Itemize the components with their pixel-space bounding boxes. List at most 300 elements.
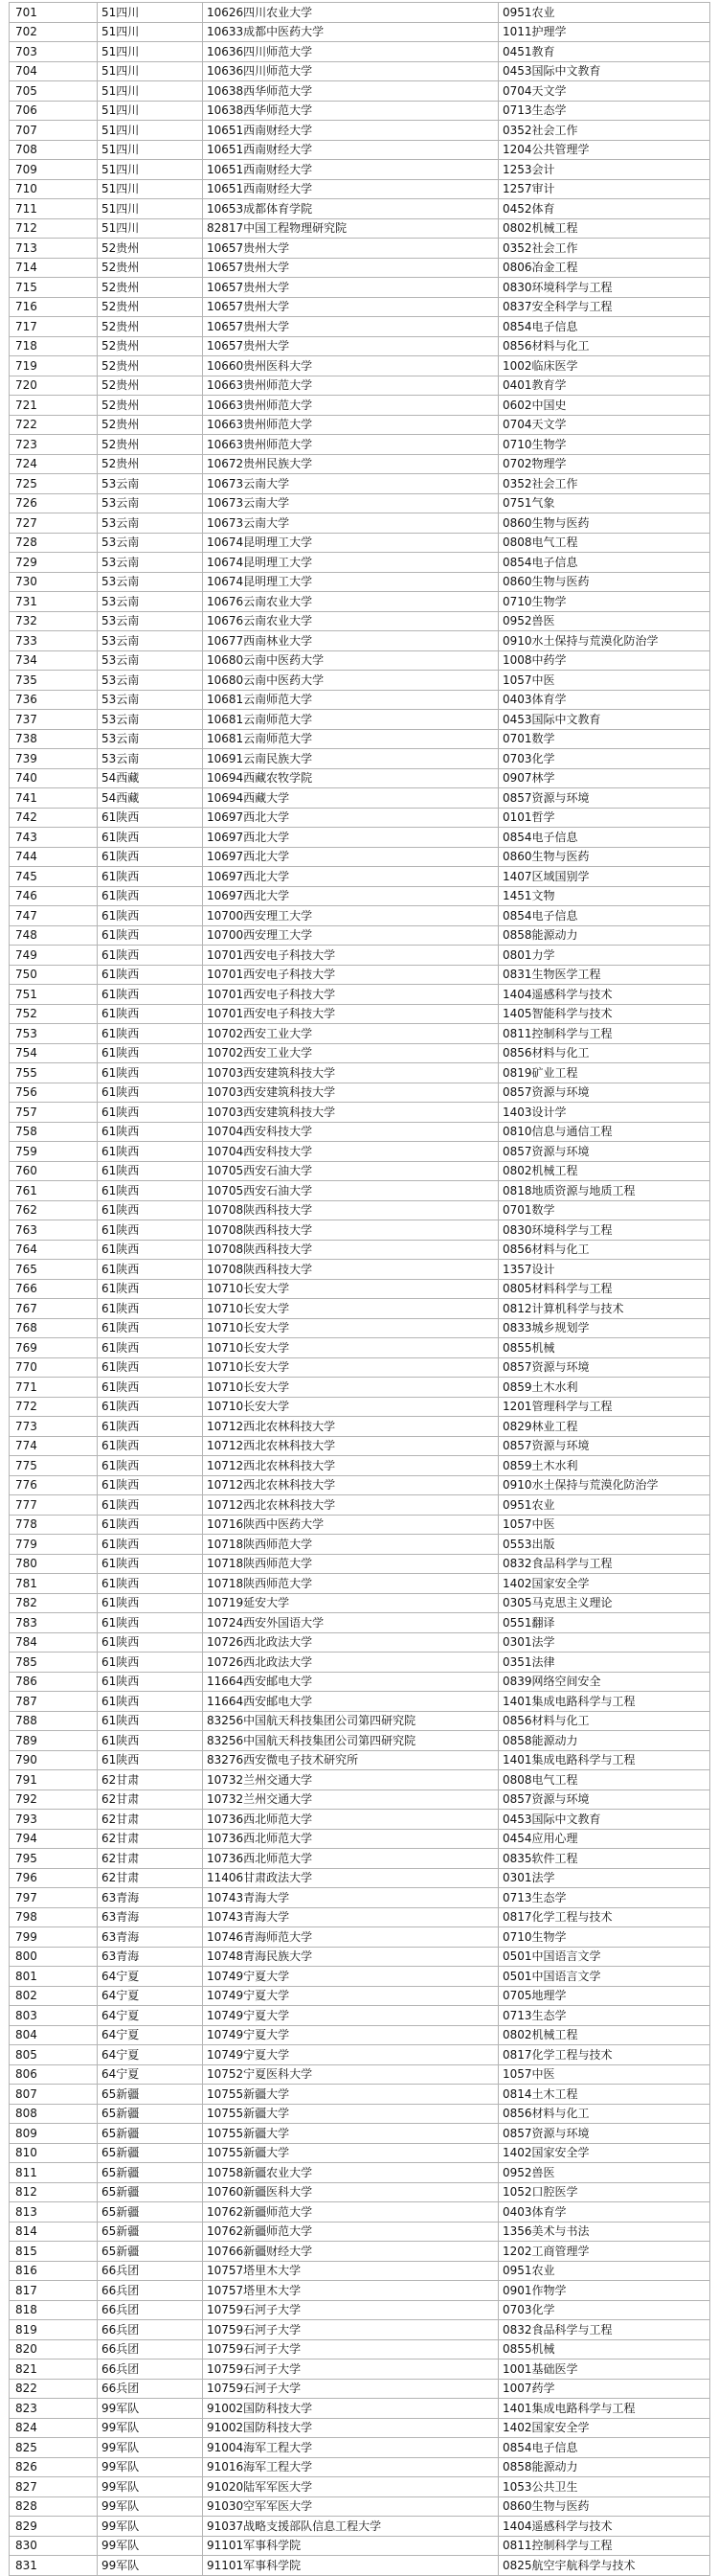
row-number-cell: 819	[10, 2320, 98, 2340]
province-cell: 99军队	[98, 2536, 203, 2556]
province-cell: 64宁夏	[98, 2025, 203, 2045]
table-row	[10, 1043, 710, 1063]
row-number-cell: 717	[10, 317, 98, 337]
discipline-cell: 0859土木水利	[499, 1378, 710, 1398]
institution-cell: 10732兰州交通大学	[203, 1770, 499, 1790]
institution-cell: 10703西安建筑科技大学	[203, 1083, 499, 1103]
discipline-cell: 0352社会工作	[499, 239, 710, 259]
province-cell: 63青海	[98, 1907, 203, 1927]
institution-cell: 83276西安微电子技术研究所	[203, 1750, 499, 1770]
province-cell: 53云南	[98, 533, 203, 553]
institution-cell: 10708陕西科技大学	[203, 1220, 499, 1241]
institution-cell: 10651西南财经大学	[203, 179, 499, 199]
discipline-cell: 0839网络空间安全	[499, 1672, 710, 1692]
province-cell: 53云南	[98, 493, 203, 513]
row-number-cell: 811	[10, 2163, 98, 2183]
discipline-cell: 0602中国史	[499, 396, 710, 416]
discipline-cell: 0825航空宇航科学与技术	[499, 2556, 710, 2576]
row-number-cell: 749	[10, 946, 98, 966]
province-cell: 61陕西	[98, 1083, 203, 1103]
discipline-cell: 1404遥感科学与技术	[499, 2517, 710, 2537]
discipline-cell: 0830环境科学与工程	[499, 1220, 710, 1241]
province-cell: 66兵团	[98, 2261, 203, 2281]
discipline-cell: 0553出版	[499, 1535, 710, 1555]
table-row	[10, 239, 710, 259]
discipline-cell: 0805材料科学与工程	[499, 1279, 710, 1299]
row-number-cell: 743	[10, 828, 98, 848]
discipline-cell: 0704天文学	[499, 81, 710, 102]
table-row	[10, 42, 710, 62]
discipline-cell: 0551翻译	[499, 1613, 710, 1633]
institution-cell: 10743青海大学	[203, 1888, 499, 1908]
province-cell: 65新疆	[98, 2182, 203, 2202]
institution-cell: 10762新疆师范大学	[203, 2202, 499, 2223]
row-number-cell: 758	[10, 1122, 98, 1142]
row-number-cell: 712	[10, 218, 98, 239]
discipline-cell: 0713生态学	[499, 2006, 710, 2026]
table-row	[10, 572, 710, 592]
province-cell: 61陕西	[98, 1436, 203, 1456]
table-row	[10, 690, 710, 710]
province-cell: 51四川	[98, 3, 203, 23]
discipline-cell: 0857资源与环境	[499, 1083, 710, 1103]
province-cell: 61陕西	[98, 1692, 203, 1712]
institution-cell: 10700西安理工大学	[203, 925, 499, 946]
table-row	[10, 22, 710, 42]
institution-cell: 10633成都中医药大学	[203, 22, 499, 42]
institution-cell: 10705西安石油大学	[203, 1161, 499, 1181]
institution-cell: 10701西安电子科技大学	[203, 965, 499, 985]
discipline-cell: 1356美术与书法	[499, 2222, 710, 2242]
discipline-cell: 0910水土保持与荒漠化防治学	[499, 631, 710, 651]
table-row	[10, 808, 710, 828]
table-row	[10, 946, 710, 966]
institution-cell: 10710长安大学	[203, 1338, 499, 1358]
province-cell: 52贵州	[98, 297, 203, 317]
discipline-cell: 1053公共卫生	[499, 2477, 710, 2497]
table-row	[10, 611, 710, 631]
discipline-cell: 1201管理科学与工程	[499, 1397, 710, 1417]
institution-cell: 11664西安邮电大学	[203, 1692, 499, 1712]
discipline-cell: 0810信息与通信工程	[499, 1122, 710, 1142]
row-number-cell: 813	[10, 2202, 98, 2223]
row-number-cell: 711	[10, 199, 98, 219]
province-cell: 61陕西	[98, 1357, 203, 1378]
table-row	[10, 218, 710, 239]
institution-cell: 10749宁夏大学	[203, 1967, 499, 1987]
province-cell: 64宁夏	[98, 1967, 203, 1987]
institution-cell: 10755新疆大学	[203, 2143, 499, 2163]
institution-cell: 10638西华师范大学	[203, 81, 499, 102]
institution-cell: 83256中国航天科技集团公司第四研究院	[203, 1731, 499, 1751]
row-number-cell: 732	[10, 611, 98, 631]
province-cell: 65新疆	[98, 2085, 203, 2105]
row-number-cell: 799	[10, 1927, 98, 1948]
institution-cell: 91101军事科学院	[203, 2556, 499, 2576]
row-number-cell: 826	[10, 2457, 98, 2477]
province-cell: 53云南	[98, 553, 203, 573]
province-cell: 62甘肃	[98, 1868, 203, 1888]
row-number-cell: 815	[10, 2242, 98, 2262]
province-cell: 61陕西	[98, 1318, 203, 1338]
row-number-cell: 723	[10, 435, 98, 455]
province-cell: 65新疆	[98, 2143, 203, 2163]
discipline-cell: 1402国家安全学	[499, 2143, 710, 2163]
row-number-cell: 783	[10, 1613, 98, 1633]
table-row	[10, 847, 710, 867]
row-number-cell: 831	[10, 2556, 98, 2576]
discipline-cell: 1011护理学	[499, 22, 710, 42]
row-number-cell: 803	[10, 2006, 98, 2026]
institution-cell: 10636四川师范大学	[203, 42, 499, 62]
row-number-cell: 779	[10, 1535, 98, 1555]
province-cell: 64宁夏	[98, 1986, 203, 2006]
table-row	[10, 1731, 710, 1751]
table-row	[10, 1279, 710, 1299]
table-row	[10, 435, 710, 455]
province-cell: 52贵州	[98, 278, 203, 298]
institution-cell: 10760新疆医科大学	[203, 2182, 499, 2202]
discipline-cell: 0305马克思主义理论	[499, 1593, 710, 1613]
discipline-cell: 0701数学	[499, 729, 710, 749]
province-cell: 51四川	[98, 61, 203, 81]
province-cell: 61陕西	[98, 1378, 203, 1398]
province-cell: 61陕西	[98, 1004, 203, 1024]
institution-cell: 11406甘肃政法大学	[203, 1868, 499, 1888]
table-row	[10, 1220, 710, 1241]
table-row	[10, 1986, 710, 2006]
institution-cell: 10749宁夏大学	[203, 2006, 499, 2026]
row-number-cell: 761	[10, 1181, 98, 1201]
institution-cell: 10663贵州师范大学	[203, 376, 499, 396]
discipline-cell: 0951农业	[499, 2261, 710, 2281]
discipline-cell: 1204公共管理学	[499, 140, 710, 160]
discipline-cell: 0352社会工作	[499, 121, 710, 141]
discipline-cell: 0860生物与医药	[499, 2496, 710, 2517]
discipline-cell: 0452体育	[499, 199, 710, 219]
institution-cell: 10702西安工业大学	[203, 1024, 499, 1044]
row-number-cell: 734	[10, 650, 98, 671]
row-number-cell: 824	[10, 2418, 98, 2438]
row-number-cell: 785	[10, 1653, 98, 1673]
discipline-cell: 0705地理学	[499, 1986, 710, 2006]
discipline-cell: 0812计算机科学与技术	[499, 1299, 710, 1319]
row-number-cell: 719	[10, 356, 98, 376]
institution-cell: 10718陕西师范大学	[203, 1574, 499, 1594]
table-row	[10, 1436, 710, 1456]
table-row	[10, 1849, 710, 1869]
row-number-cell: 746	[10, 886, 98, 906]
row-number-cell: 818	[10, 2300, 98, 2320]
row-number-cell: 715	[10, 278, 98, 298]
row-number-cell: 710	[10, 179, 98, 199]
province-cell: 61陕西	[98, 1181, 203, 1201]
institution-cell: 10674昆明理工大学	[203, 572, 499, 592]
table-row	[10, 1593, 710, 1613]
row-number-cell: 707	[10, 121, 98, 141]
institution-cell: 11664西安邮电大学	[203, 1672, 499, 1692]
table-row	[10, 1417, 710, 1437]
province-cell: 65新疆	[98, 2163, 203, 2183]
institution-cell: 91016海军工程大学	[203, 2457, 499, 2477]
province-cell: 61陕西	[98, 925, 203, 946]
table-row	[10, 1868, 710, 1888]
row-number-cell: 729	[10, 553, 98, 573]
discipline-cell: 0808电气工程	[499, 533, 710, 553]
table-row	[10, 592, 710, 612]
province-cell: 53云南	[98, 572, 203, 592]
discipline-cell: 0860生物与医药	[499, 572, 710, 592]
row-number-cell: 798	[10, 1907, 98, 1927]
discipline-cell: 0101哲学	[499, 808, 710, 828]
discipline-cell: 0831生物医学工程	[499, 965, 710, 985]
institution-cell: 10712西北农林科技大学	[203, 1456, 499, 1476]
table-row	[10, 1653, 710, 1673]
row-number-cell: 808	[10, 2104, 98, 2124]
row-number-cell: 764	[10, 1240, 98, 1260]
table-row	[10, 376, 710, 396]
table-row	[10, 768, 710, 788]
province-cell: 52贵州	[98, 376, 203, 396]
province-cell: 99军队	[98, 2418, 203, 2438]
discipline-cell: 0814土木工程	[499, 2085, 710, 2105]
table-row	[10, 2006, 710, 2026]
table-row	[10, 965, 710, 985]
province-cell: 53云南	[98, 690, 203, 710]
row-number-cell: 769	[10, 1338, 98, 1358]
institution-cell: 10759石河子大学	[203, 2379, 499, 2399]
province-cell: 53云南	[98, 671, 203, 691]
province-cell: 61陕西	[98, 906, 203, 926]
row-number-cell: 774	[10, 1436, 98, 1456]
institution-cell: 10759石河子大学	[203, 2359, 499, 2380]
table-row	[10, 1907, 710, 1927]
province-cell: 52贵州	[98, 396, 203, 416]
discipline-cell: 0837安全科学与工程	[499, 297, 710, 317]
row-number-cell: 777	[10, 1495, 98, 1516]
institution-cell: 10701西安电子科技大学	[203, 1004, 499, 1024]
institution-cell: 10719延安大学	[203, 1593, 499, 1613]
table-row	[10, 61, 710, 81]
table-row	[10, 2242, 710, 2262]
row-number-cell: 755	[10, 1063, 98, 1083]
institution-cell: 10673云南大学	[203, 474, 499, 494]
province-cell: 61陕西	[98, 1103, 203, 1123]
discipline-cell: 0802机械工程	[499, 2025, 710, 2045]
discipline-cell: 0811控制科学与工程	[499, 2536, 710, 2556]
institution-cell: 10694西藏农牧学院	[203, 768, 499, 788]
row-number-cell: 733	[10, 631, 98, 651]
discipline-cell: 0811控制科学与工程	[499, 1024, 710, 1044]
table-row	[10, 493, 710, 513]
institution-cell: 10626四川农业大学	[203, 3, 499, 23]
row-number-cell: 781	[10, 1574, 98, 1594]
table-row	[10, 1142, 710, 1162]
table-row	[10, 1672, 710, 1692]
province-cell: 51四川	[98, 101, 203, 121]
table-row	[10, 3, 710, 23]
discipline-cell: 0951农业	[499, 1495, 710, 1516]
discipline-cell: 0856材料与化工	[499, 1043, 710, 1063]
province-cell: 51四川	[98, 179, 203, 199]
discipline-cell: 0857资源与环境	[499, 1357, 710, 1378]
institution-cell: 10677西南林业大学	[203, 631, 499, 651]
discipline-cell: 1401集成电路科学与工程	[499, 1750, 710, 1770]
institution-cell: 10674昆明理工大学	[203, 533, 499, 553]
discipline-cell: 0858能源动力	[499, 1731, 710, 1751]
table-row	[10, 1475, 710, 1495]
table-row	[10, 1810, 710, 1830]
province-cell: 61陕西	[98, 965, 203, 985]
institution-cell: 10736西北师范大学	[203, 1810, 499, 1830]
table-row	[10, 729, 710, 749]
province-cell: 63青海	[98, 1927, 203, 1948]
discipline-cell: 0856材料与化工	[499, 1711, 710, 1731]
institution-cell: 10697西北大学	[203, 808, 499, 828]
institution-cell: 10702西安工业大学	[203, 1043, 499, 1063]
discipline-cell: 0854电子信息	[499, 906, 710, 926]
province-cell: 53云南	[98, 474, 203, 494]
institution-cell: 10703西安建筑科技大学	[203, 1063, 499, 1083]
institution-cell: 10718陕西师范大学	[203, 1554, 499, 1574]
institution-cell: 10680云南中医药大学	[203, 650, 499, 671]
table-row	[10, 2124, 710, 2144]
institution-cell: 10691云南民族大学	[203, 749, 499, 769]
row-number-cell: 735	[10, 671, 98, 691]
institution-cell: 10694西藏大学	[203, 788, 499, 809]
institution-cell: 10726西北政法大学	[203, 1632, 499, 1653]
discipline-cell: 0801力学	[499, 946, 710, 966]
discipline-cell: 1403设计学	[499, 1103, 710, 1123]
row-number-cell: 789	[10, 1731, 98, 1751]
institution-cell: 10712西北农林科技大学	[203, 1417, 499, 1437]
row-number-cell: 806	[10, 2064, 98, 2085]
row-number-cell: 740	[10, 768, 98, 788]
institution-cell: 10674昆明理工大学	[203, 553, 499, 573]
institution-cell: 10697西北大学	[203, 867, 499, 887]
province-cell: 61陕西	[98, 847, 203, 867]
discipline-cell: 0751气象	[499, 493, 710, 513]
row-number-cell: 742	[10, 808, 98, 828]
row-number-cell: 750	[10, 965, 98, 985]
table-row	[10, 2163, 710, 2183]
discipline-cell: 0857资源与环境	[499, 1142, 710, 1162]
province-cell: 66兵团	[98, 2320, 203, 2340]
discipline-cell: 0704天文学	[499, 415, 710, 435]
row-number-cell: 829	[10, 2517, 98, 2537]
province-cell: 61陕西	[98, 946, 203, 966]
institution-cell: 10697西北大学	[203, 847, 499, 867]
institution-cell: 10638西华师范大学	[203, 101, 499, 121]
province-cell: 61陕西	[98, 1043, 203, 1063]
discipline-cell: 0857资源与环境	[499, 1436, 710, 1456]
table-row	[10, 474, 710, 494]
discipline-cell: 0702物理学	[499, 454, 710, 474]
table-row	[10, 2556, 710, 2576]
row-number-cell: 753	[10, 1024, 98, 1044]
row-number-cell: 817	[10, 2281, 98, 2301]
table-row	[10, 199, 710, 219]
table-row	[10, 2339, 710, 2359]
institution-cell: 10657贵州大学	[203, 239, 499, 259]
table-row	[10, 1122, 710, 1142]
province-cell: 51四川	[98, 140, 203, 160]
table-row	[10, 258, 710, 278]
institution-cell: 10704西安科技大学	[203, 1122, 499, 1142]
province-cell: 52贵州	[98, 258, 203, 278]
table-row	[10, 671, 710, 691]
row-number-cell: 745	[10, 867, 98, 887]
institution-cell: 10657贵州大学	[203, 317, 499, 337]
discipline-cell: 0857资源与环境	[499, 2124, 710, 2144]
institution-cell: 10759石河子大学	[203, 2339, 499, 2359]
province-cell: 65新疆	[98, 2242, 203, 2262]
discipline-cell: 0833城乡规划学	[499, 1318, 710, 1338]
row-number-cell: 794	[10, 1829, 98, 1849]
institution-cell: 10755新疆大学	[203, 2085, 499, 2105]
province-cell: 53云南	[98, 631, 203, 651]
institution-cell: 10736西北师范大学	[203, 1849, 499, 1869]
discipline-cell: 1401集成电路科学与工程	[499, 2399, 710, 2419]
discipline-cell: 1405智能科学与技术	[499, 1004, 710, 1024]
province-cell: 52贵州	[98, 435, 203, 455]
table-row	[10, 1181, 710, 1201]
table-row	[10, 1103, 710, 1123]
table-row	[10, 1357, 710, 1378]
discipline-cell: 0857资源与环境	[499, 788, 710, 809]
institution-cell: 10651西南财经大学	[203, 121, 499, 141]
province-cell: 66兵团	[98, 2300, 203, 2320]
province-cell: 63青海	[98, 1947, 203, 1967]
row-number-cell: 762	[10, 1200, 98, 1220]
province-cell: 61陕西	[98, 1495, 203, 1516]
institution-cell: 10676云南农业大学	[203, 611, 499, 631]
table-row	[10, 1004, 710, 1024]
row-number-cell: 797	[10, 1888, 98, 1908]
table-row	[10, 140, 710, 160]
row-number-cell: 828	[10, 2496, 98, 2517]
row-number-cell: 748	[10, 925, 98, 946]
discipline-cell: 0710生物学	[499, 435, 710, 455]
province-cell: 51四川	[98, 160, 203, 180]
province-cell: 51四川	[98, 218, 203, 239]
province-cell: 61陕西	[98, 1397, 203, 1417]
province-cell: 63青海	[98, 1888, 203, 1908]
province-cell: 51四川	[98, 42, 203, 62]
discipline-cell: 0351法律	[499, 1653, 710, 1673]
table-row	[10, 2025, 710, 2045]
province-cell: 61陕西	[98, 1240, 203, 1260]
row-number-cell: 725	[10, 474, 98, 494]
table-row	[10, 317, 710, 337]
province-cell: 52贵州	[98, 454, 203, 474]
discipline-cell: 1451文物	[499, 886, 710, 906]
institution-cell: 10657贵州大学	[203, 278, 499, 298]
row-number-cell: 788	[10, 1711, 98, 1731]
discipline-cell: 0858能源动力	[499, 925, 710, 946]
row-number-cell: 747	[10, 906, 98, 926]
table-row	[10, 1967, 710, 1987]
institution-cell: 10701西安电子科技大学	[203, 985, 499, 1005]
discipline-cell: 1402国家安全学	[499, 2418, 710, 2438]
row-number-cell: 790	[10, 1750, 98, 1770]
table-row	[10, 81, 710, 102]
discipline-cell: 0703化学	[499, 2300, 710, 2320]
institution-cell: 10752宁夏医科大学	[203, 2064, 499, 2085]
table-row	[10, 121, 710, 141]
institution-cell: 10697西北大学	[203, 828, 499, 848]
table-row	[10, 2379, 710, 2399]
